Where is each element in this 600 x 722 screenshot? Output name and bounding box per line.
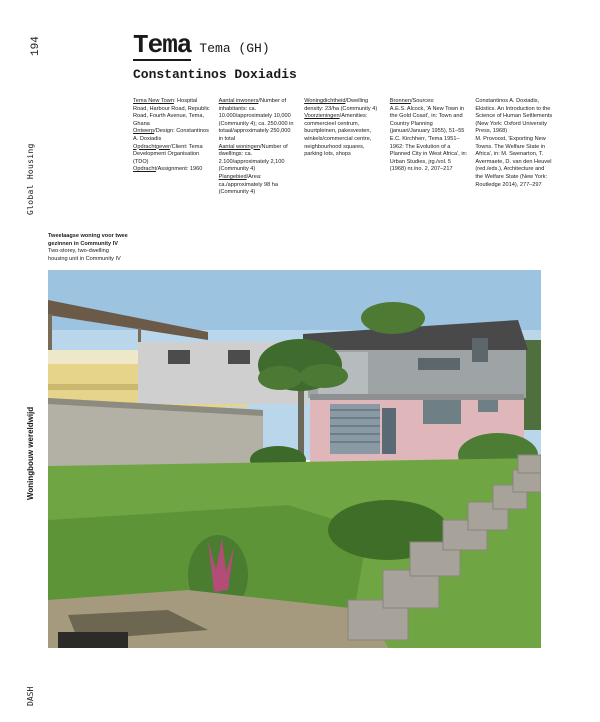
header xyxy=(133,32,297,82)
info-entry: Opdrachtgever/Client: Tema Development Organisation (TDO) xyxy=(133,143,203,165)
info-column-2 xyxy=(219,98,297,197)
section-label-dutch: Woningbouw wereldwijd xyxy=(26,406,35,500)
caption-dutch: Tweelaagse woning voor twee gezinnen in Community IV xyxy=(48,233,128,247)
source-entry: A.E.S. Alcock, 'A New Town in the Gold Coast', in: Town and Country Planning (januari/January 1955), 51–55 xyxy=(389,105,465,135)
photo-caption xyxy=(48,233,128,263)
caption-english: Two-storey, two-dwelling housing unit in Community IV xyxy=(48,248,121,262)
housing-photo xyxy=(48,270,541,648)
page-subtitle: Tema (GH) xyxy=(199,41,270,56)
info-column-1 xyxy=(133,98,211,197)
info-entry: Plangebied/Area: ca./approximately 98 ha (Community 4) xyxy=(218,173,278,196)
page-title: Tema xyxy=(133,30,192,60)
info-entry: Bronnen/Sources: xyxy=(389,98,435,104)
info-entry: Woningdichtheid/Dwelling density: 23/ha (Community 4) xyxy=(304,98,378,112)
architect-name: Constantinos Doxiadis xyxy=(133,67,297,83)
section-label: Global Housing xyxy=(26,143,35,215)
info-entry: Ontwerp/Design: Constantinos A. Doxiadis xyxy=(133,128,209,142)
source-entry: E.C. Kirchherr, 'Tema 1951–1962: The Evolution of a Planned City in West Africa', in: Urban Studies, jrg./vol. 5 (1968) nr./no. 2, 207–217 xyxy=(389,135,468,173)
info-entry: Aantal woningen/Number of dwellings: ca. 2.100/approximately 2,100 (Community 4) xyxy=(218,143,288,173)
info-entry: Opdracht/Assignment: 1960 xyxy=(133,166,203,173)
source-entry: M. Provoost, 'Exporting New Towns. The Welfare State in Africa', in: M. Swenarton, T. Avermaete, D. van den Heuvel (red./eds.), Architecture and the Welfare State (New York: Routledge 2014), 277–297 xyxy=(475,135,552,188)
source-entry: Constantinos A. Doxiadis, Ekistics. An Introduction to the Science of Human Settlements (New York: Oxford University Press, 1968) xyxy=(475,98,553,135)
info-entry: Voorzieningen/Amenities: commercieel centrum, buurtpleinen, pakesvesten, winkels/commercial centre, neighbourhood squares, parking lots, shops xyxy=(304,113,372,158)
info-column-3 xyxy=(304,98,382,197)
info-entry: Tema New Town: Hospital Road, Harbour Road, Republic Road, Fourth Avenue, Tema, Ghana xyxy=(133,98,210,127)
info-columns xyxy=(133,98,553,197)
info-column-4 xyxy=(390,98,468,197)
publication-label: DASH xyxy=(26,686,35,706)
info-column-5 xyxy=(475,98,553,197)
page-number: 194 xyxy=(30,36,42,56)
info-entry: Aantal inwoners/Number of inhabitants: ca. 10.000/approximately 10,000 (Community 4); ca. 250.000 in totaal/approximately 250,000 in total xyxy=(218,98,294,142)
